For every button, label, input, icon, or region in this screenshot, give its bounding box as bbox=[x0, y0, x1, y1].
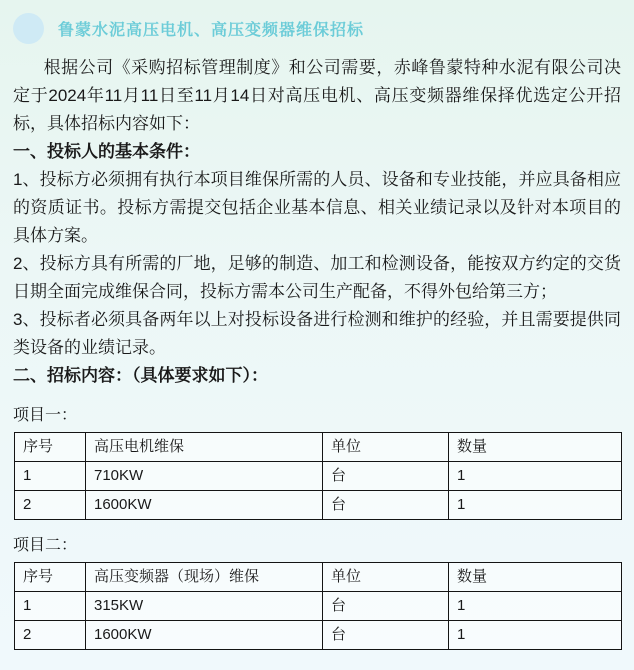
column-header: 高压变频器（现场）维保 bbox=[86, 563, 323, 592]
project-1-table bbox=[14, 432, 622, 520]
page-header bbox=[13, 12, 621, 44]
cell-unit: 台 bbox=[323, 491, 449, 520]
intro-paragraph: 根据公司《采购招标管理制度》和公司需要，赤峰鲁蒙特种水泥有限公司决定于2024年11月11日至11月14日对高压电机、高压变频器维保择优选定公开招标，具体招标内容如下： bbox=[13, 58, 621, 133]
condition-paragraph-1: 1、投标方必须拥有执行本项目维保所需的人员、设备和专业技能，并应具备相应的资质证书。投标方需提交包括企业基本信息、相关业绩记录以及针对本项目的具体方案。 bbox=[13, 170, 621, 245]
table-header-row bbox=[15, 563, 622, 592]
table-row bbox=[15, 592, 622, 621]
project-2-table bbox=[14, 562, 622, 650]
column-header: 数量 bbox=[449, 433, 622, 462]
condition-paragraph-3: 3、投标者必须具备两年以上对投标设备进行检测和维护的经验，并且需要提供同类设备的业绩记录。 bbox=[13, 310, 621, 357]
column-header: 数量 bbox=[449, 563, 622, 592]
document-body bbox=[13, 54, 621, 650]
section1-heading: 一、投标人的基本条件： bbox=[13, 142, 200, 161]
column-header: 单位 bbox=[323, 563, 449, 592]
cell-qty: 1 bbox=[449, 592, 622, 621]
project-1-label: 项目一： bbox=[13, 407, 78, 424]
table-header-row bbox=[15, 433, 622, 462]
cell-seq: 1 bbox=[15, 592, 86, 621]
column-header: 序号 bbox=[15, 433, 86, 462]
condition-paragraph-2: 2、投标方具有所需的厂地，足够的制造、加工和检测设备，能按双方约定的交货日期全面完成维保合同，投标方需本公司生产配备，不得外包给第三方； bbox=[13, 254, 621, 301]
cell-item: 710KW bbox=[86, 462, 323, 491]
cell-item: 1600KW bbox=[86, 621, 323, 650]
project-1-section bbox=[13, 402, 621, 520]
table-row bbox=[15, 621, 622, 650]
table-row bbox=[15, 491, 622, 520]
column-header: 高压电机维保 bbox=[86, 433, 323, 462]
column-header: 序号 bbox=[15, 563, 86, 592]
cell-item: 1600KW bbox=[86, 491, 323, 520]
cell-seq: 1 bbox=[15, 462, 86, 491]
cell-qty: 1 bbox=[449, 621, 622, 650]
column-header: 单位 bbox=[323, 433, 449, 462]
cell-unit: 台 bbox=[323, 592, 449, 621]
section2-heading: 二、招标内容：（具体要求如下）： bbox=[13, 366, 268, 385]
table-row bbox=[15, 462, 622, 491]
project-2-label: 项目二： bbox=[13, 537, 78, 554]
cell-qty: 1 bbox=[449, 491, 622, 520]
cell-qty: 1 bbox=[449, 462, 622, 491]
project-2-section bbox=[13, 532, 621, 650]
page-title: 鲁蒙水泥高压电机、高压变频器维保招标 bbox=[58, 21, 365, 39]
cell-seq: 2 bbox=[15, 491, 86, 520]
cell-unit: 台 bbox=[323, 462, 449, 491]
circle-bullet-icon bbox=[13, 13, 44, 44]
cell-unit: 台 bbox=[323, 621, 449, 650]
cell-item: 315KW bbox=[86, 592, 323, 621]
cell-seq: 2 bbox=[15, 621, 86, 650]
